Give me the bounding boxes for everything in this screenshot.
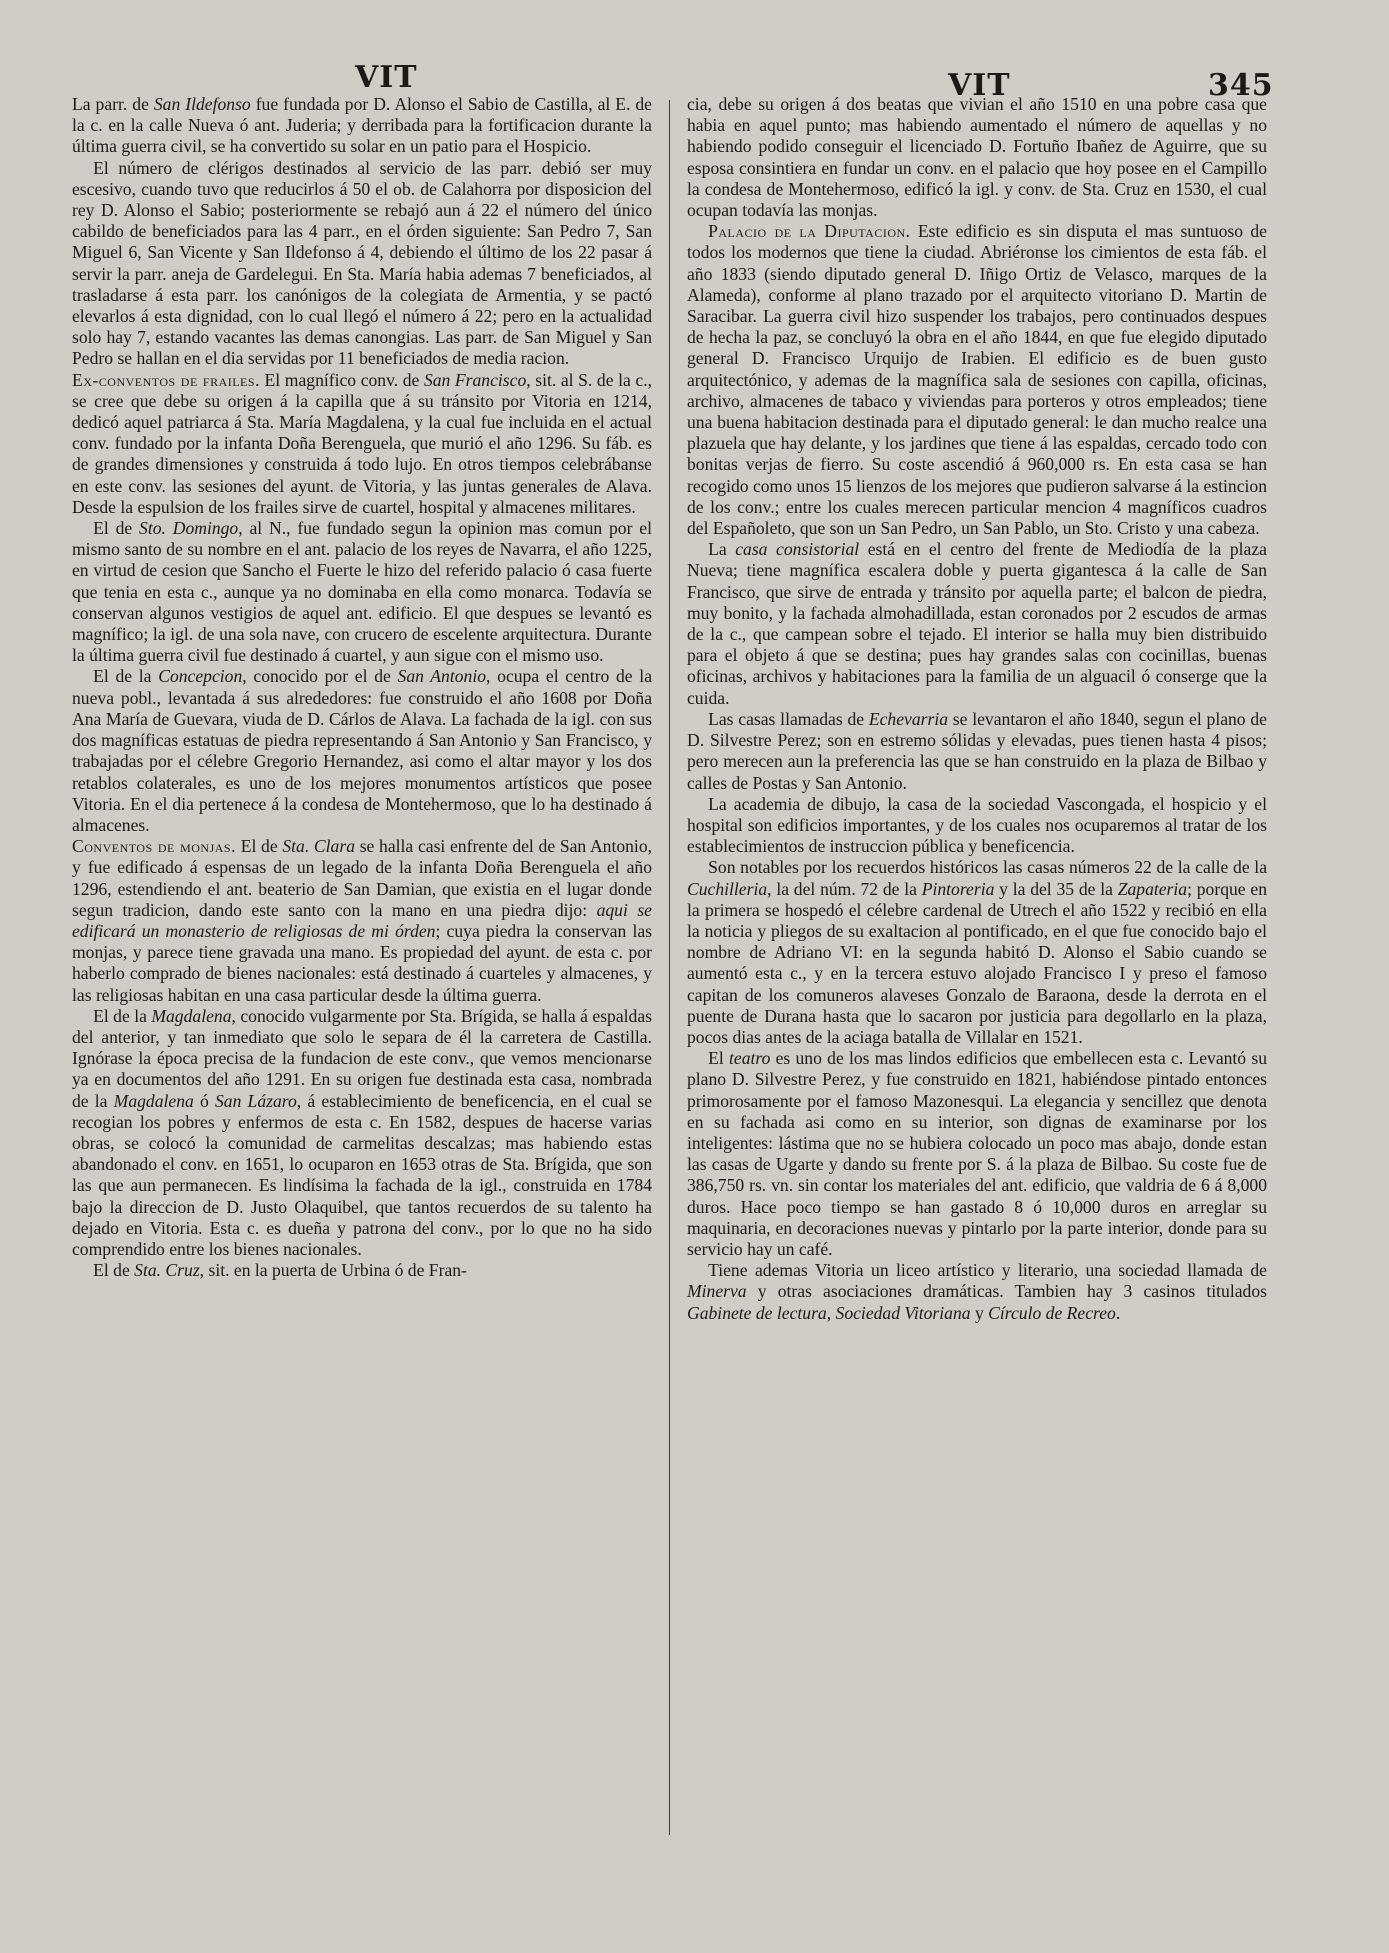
text-run: El de — [236, 836, 283, 857]
section-heading: Palacio de la Diputacion. — [708, 221, 911, 242]
paragraph — [687, 1048, 1267, 1260]
italic-term: San Antonio — [397, 666, 487, 687]
text-run: y la del 35 de la — [994, 878, 1118, 899]
text-run: es uno de los mas lindos edificios que embellecen esta c. Levantó su plano D. Silvestre Perez, y fue construido en 1821, habiéndose pintado entonces primorosamente por el famoso Mazonesqui. La elegancia y sencillez que denota en su fachada asi como en su interior, son dignas de examinarse por los inteligentes: lástima que no se hubiera colocado un poco mas abajo, donde estan las casas de Ugarte y dando su frente por S. á la plaza de Bilbao. Su coste fue de 386,750 rs. vn. sin contar los materiales del ant. edificio, que valdria de 6 á 8,000 duros. Hace poco tiempo se han gastado 8 ó 10,000 duros en arreglar su maquinaria, en decoraciones nuevas y pintarlo por la parte interior, donde para su servicio hay un café. — [687, 1048, 1267, 1259]
text-run: El de la — [93, 1005, 152, 1026]
paragraph — [72, 1006, 652, 1260]
italic-term: Sta. Clara — [282, 836, 355, 857]
italic-term: San Lázaro — [214, 1090, 297, 1111]
paragraph — [687, 1260, 1267, 1324]
text-run: , sit. al S. de la c., se cree que debe su origen á la capilla que á su tránsito por Vitoria en 1214, dedicó aquel patriarca á Sta. María Magdalena, y la cual fue incluida en el actual conv. fundado por la infanta Doña Berenguela, que murió el año 1296. Su fáb. es de grandes dimensiones y construida á todo lujo. En otros tiempos celebrábanse en este conv. las sesiones del ayunt. de Vitoria, y las juntas generales de Alava. Desde la espulsion de los frailes sirve de cuartel, hospital y almacenes militares. — [72, 369, 652, 517]
italic-term: Magdalena — [113, 1090, 194, 1111]
italic-term: Concepcion — [158, 666, 243, 687]
paragraph — [72, 94, 652, 158]
text-run: está en el centro del frente de Mediodía de la plaza Nueva; tiene magnífica escalera doble y puerta gigantesca á la calle de San Francisco, que sirve de entrada y tránsito por aquella parte; el balcon de piedra, muy bonito, y la fachada almohadillada, estan coronados por 2 escudos de armas de la c., que campean sobre el tejado. El interior se halla muy bien distribuido para el objeto á que se destina; pues hay grandes salas con cocinillas, buenas oficinas, archivos y habitaciones para la familia de un alguacil ó conserge que la cuida. — [687, 539, 1267, 708]
section-heading: Conventos de monjas. — [72, 836, 236, 857]
text-run: ; cuya piedra la conservan las monjas, y parece tiene gravada una mano. Es propiedad del ayunt. de esta c. por haberlo comprado de bienes nacionales: está destinado á cuarteles y almacenes, y las religiosas habitan en una casa particular desde la última guerra. — [72, 920, 652, 1005]
italic-term: Echevarria — [868, 708, 949, 729]
text-run: , conocido vulgarmente por Sta. Brígida, se halla á espaldas del anterior, y tan inmediato que solo le separa de él la carretera de Castilla. Ignórase la época precisa de la fundacion de este conv., que vemos mencionarse ya en documentos del año 1291. En su origen fue destinada esta casa, nombrada de la — [72, 1005, 652, 1111]
text-run: y — [970, 1302, 989, 1323]
text-run: cia, debe su origen á dos beatas que vivian el año 1510 en una pobre casa que habia en aquel punto; mas habiendo aumentado el número de aquellas y no habiendo podido conseguir el licenciado D. Fortuño Ibañez de Aguirre, que su esposa consintiera en fundar un conv. en el palacio que hoy posee en el Campillo la condesa de Montehermoso, edificó la igl. y conv. de Sta. Cruz en 1530, el cual ocupan todavía las monjas. — [687, 94, 1267, 221]
text-run: y otras asociaciones dramáticas. Tambien hay 3 casinos titulados — [746, 1281, 1267, 1302]
left-column — [72, 94, 652, 1281]
italic-term: Sto. Domingo — [139, 518, 239, 539]
text-run: Las casas llamadas de — [708, 708, 869, 729]
italic-term: aqui se edificará un monasterio de religiosas de mi órden — [72, 899, 652, 941]
italic-term: Zapateria — [1117, 878, 1188, 899]
italic-term: Minerva — [687, 1281, 747, 1302]
text-run: La — [708, 539, 736, 560]
italic-term: casa consistorial — [735, 539, 860, 560]
text-run: , ocupa el centro de la nueva pobl., levantada á sus alrededores: fue construido el año 1608 por Doña Ana María de Guevara, viuda de D. Cárlos de Alava. La fachada de la igl. con sus dos magníficas estatuas de piedra representando á San Antonio y San Francisco, y trabajadas por el célebre Gregorio Hernandez, asi como el altar mayor y los dos retablos colaterales, es uno de los mejores monumentos artísticos que posee Vitoria. En el dia pertenece á la condesa de Montehermoso, que lo ha destinado á almacenes. — [72, 666, 653, 835]
paragraph — [687, 794, 1267, 858]
paragraph — [72, 666, 652, 836]
text-run: , la del núm. 72 de la — [767, 878, 922, 899]
text-run: El de — [93, 518, 140, 539]
paragraph — [687, 709, 1267, 794]
italic-term: teatro — [729, 1048, 771, 1069]
paragraph — [72, 370, 652, 518]
italic-term: San Francisco — [423, 369, 527, 390]
paragraph — [72, 518, 652, 666]
text-run: , al N., fue fundado segun la opinion mas comun por el mismo santo de su nombre en el ant. palacio de los reyes de Navarra, el año 1225, en virtud de cesion que Sancho el Fuerte le hizo del referido palacio ó casa fuerte que tenia en esta c., aunque ya no dominaba en ella como monarca. Todavía se conservan algunos vestigios de aquel ant. edificio. El que despues se levantó es magnífico; la igl. de una sola nave, con crucero de escelente arquitectura. Durante la última guerra civil fue destinado á cuartel, y aun sigue con el mismo uso. — [72, 518, 652, 666]
section-heading: Ex-conventos de frailes. — [72, 369, 260, 390]
paragraph — [687, 94, 1267, 221]
running-head-right: VIT — [948, 68, 1011, 103]
page-number: 345 — [1208, 68, 1274, 103]
italic-term: Sociedad Vitoriana — [835, 1302, 971, 1323]
text-run: . — [1115, 1302, 1121, 1323]
paragraph — [72, 1260, 652, 1281]
paragraph — [687, 857, 1267, 1048]
text-run: ; porque en la primera se hospedó el célebre cardenal de Utrech el año 1522 y recibió en ella la noticia y pliegos de su exaltacion al pontificado, en el que fue conocido bajo el nombre de Adriano VI: en la segunda habitó D. Alonso el Sabio cuando se aumentó esta c., y en la tercera estuvo alojado Francisco I y preso el famoso capitan de los comuneros alaveses Gonzalo de Baraona, desde la derrota en el puente de Durana hasta que lo sacaron por justicia para degollarlo en la plaza, pocos dias antes de la aciaga batalla de Villalar en 1521. — [687, 878, 1267, 1047]
text-run: El de — [93, 1260, 135, 1281]
text-run: El — [708, 1048, 729, 1069]
text-run: La academia de dibujo, la casa de la sociedad Vascongada, el hospicio y el hospital son edificios importantes, y de los cuales nos ocuparemos al tratar de los establecimientos de instruccion pública y beneficencia. — [687, 793, 1267, 857]
column-divider — [669, 100, 670, 1835]
italic-term: Gabinete de lectura — [687, 1302, 827, 1323]
text-run: , á establecimiento de beneficencia, en el cual se recogian los pobres y enfermos de esta c. En 1582, despues de hacerse varias obras, se colocó la comunidad de carmelitas descalzas; mas habiendo estas abandonado el conv. en 1651, lo ocuparon en 1653 otras de Sta. Brígida, que son las que aun permanecen. Es lindísima la fachada de la igl., construida en 1784 bajo la direccion de D. Justo Olaquibel, que tantos recuerdos de su talento ha dejado en Vitoria. Esta c. es dueña y patrona del conv., por lo que no ha sido comprendido entre los bienes nacionales. — [72, 1090, 652, 1259]
text-run: , conocido por el de — [242, 666, 398, 687]
paragraph — [687, 221, 1267, 539]
text-run: El magnífico conv. de — [259, 369, 424, 390]
text-run: Este edificio es sin disputa el mas suntuoso de todos los modernos que tiene la ciudad. Abriéronse los cimientos de esta fáb. el año 1833 (siendo diputado general D. Iñigo Ortiz de Velasco, marques de la Alameda), conforme al plano trazado por el arquitecto vitoriano D. Martin de Saracibar. La guerra civil hizo suspender los trabajos, pero continuados despues de hecha la paz, se concluyó la obra en el año 1844, en que fue elegido diputado general D. Francisco Urquijo de Irabien. El edificio es de buen gusto arquitectónico, y ademas de la magnífica sala de sesiones con capilla, oficinas, archivo, almacenes de tabaco y viviendas para porteros y otros empleados; tiene una buena habitacion destinada para el diputado general: le dan mucho realce una plazuela que hay delante, y los jardines que tiene á las espaldas, cercado todo con bonitas verjas de fierro. Su coste ascendió á 960,000 rs. En esta casa se han recogido como unos 15 lienzos de los mejores que pudieron salvarse á la estincion de los conv.; entre los cuales merecen particular mencion 4 magníficos cuadros del Españoleto, que son un San Pedro, un San Pablo, un Sto. Cristo y una cabeza. — [687, 221, 1267, 539]
text-run: El de la — [93, 666, 159, 687]
text-run: Son notables por los recuerdos históricos las casas números 22 de la calle de la — [708, 857, 1267, 878]
text-run: fue fundada por D. Alonso el Sabio de Castilla, al E. de la c. en la calle Nueva ó ant. Juderia; y derribada para la fortificacion durante la última guerra civil, se ha convertido su solar en un patio para el Hospicio. — [72, 94, 652, 157]
italic-term: San Ildefonso — [153, 94, 251, 114]
italic-term: Sta. Cruz — [134, 1260, 200, 1281]
text-run: se halla casi enfrente del de San Antonio, y fue edificado á espensas de un legado de la infanta Doña Berenguela el año 1296, estendiendo el ant. beaterio de San Damian, que existia en el lugar donde segun tradicion, dando este santo con la mano en una piedra dijo: — [72, 836, 653, 920]
running-head-left: VIT — [355, 60, 418, 95]
text-run: se levantaron el año 1840, segun el plano de D. Silvestre Perez; son en estremo sólidas y elevadas, pues tienen hasta 4 pisos; pero merecen aun la preferencia las que se han construido en la plaza de Bilbao y calles de Postas y San Antonio. — [687, 708, 1267, 793]
text-run: , sit. en la puerta de Urbina ó de Fran- — [199, 1260, 467, 1281]
paragraph — [72, 836, 652, 1006]
paragraph — [72, 158, 652, 370]
text-run: ó — [193, 1090, 215, 1111]
right-column — [687, 94, 1267, 1324]
paragraph — [687, 539, 1267, 709]
italic-term: Círculo de Recreo — [988, 1302, 1116, 1323]
text-run: Tiene ademas Vitoria un liceo artístico y literario, una sociedad llamada de — [708, 1260, 1267, 1281]
text-run: , — [826, 1302, 836, 1323]
italic-term: Magdalena — [151, 1005, 232, 1026]
italic-term: Pintoreria — [921, 878, 995, 899]
text-run: La parr. de — [72, 94, 154, 114]
italic-term: Cuchilleria — [687, 878, 768, 899]
text-run: El número de clérigos destinados al servicio de las parr. debió ser muy escesivo, cuando tuvo que reducirlos á 50 el ob. de Calahorra por disposicion del rey D. Alonso el Sabio; posteriormente se rebajó aun á 22 el número del único cabildo de beneficiados para las 4 parr., en el órden siguiente: San Pedro 7, San Miguel 6, San Vicente y San Ildefonso á 4, debiendo el último de los 22 pasar á servir la parr. aneja de Gardelegui. En Sta. María habia ademas 7 beneficiados, al trasladarse á esta parr. los canónigos de la colegiata de Armentia, y se pactó elevarlos á esta dignidad, con lo cual llegó el número á 22; pero en la actualidad solo hay 7, estando vacantes las demas canongias. Las parr. de San Miguel y San Pedro se hallan en el dia servidas por 11 beneficiados de media racion. — [72, 157, 652, 369]
